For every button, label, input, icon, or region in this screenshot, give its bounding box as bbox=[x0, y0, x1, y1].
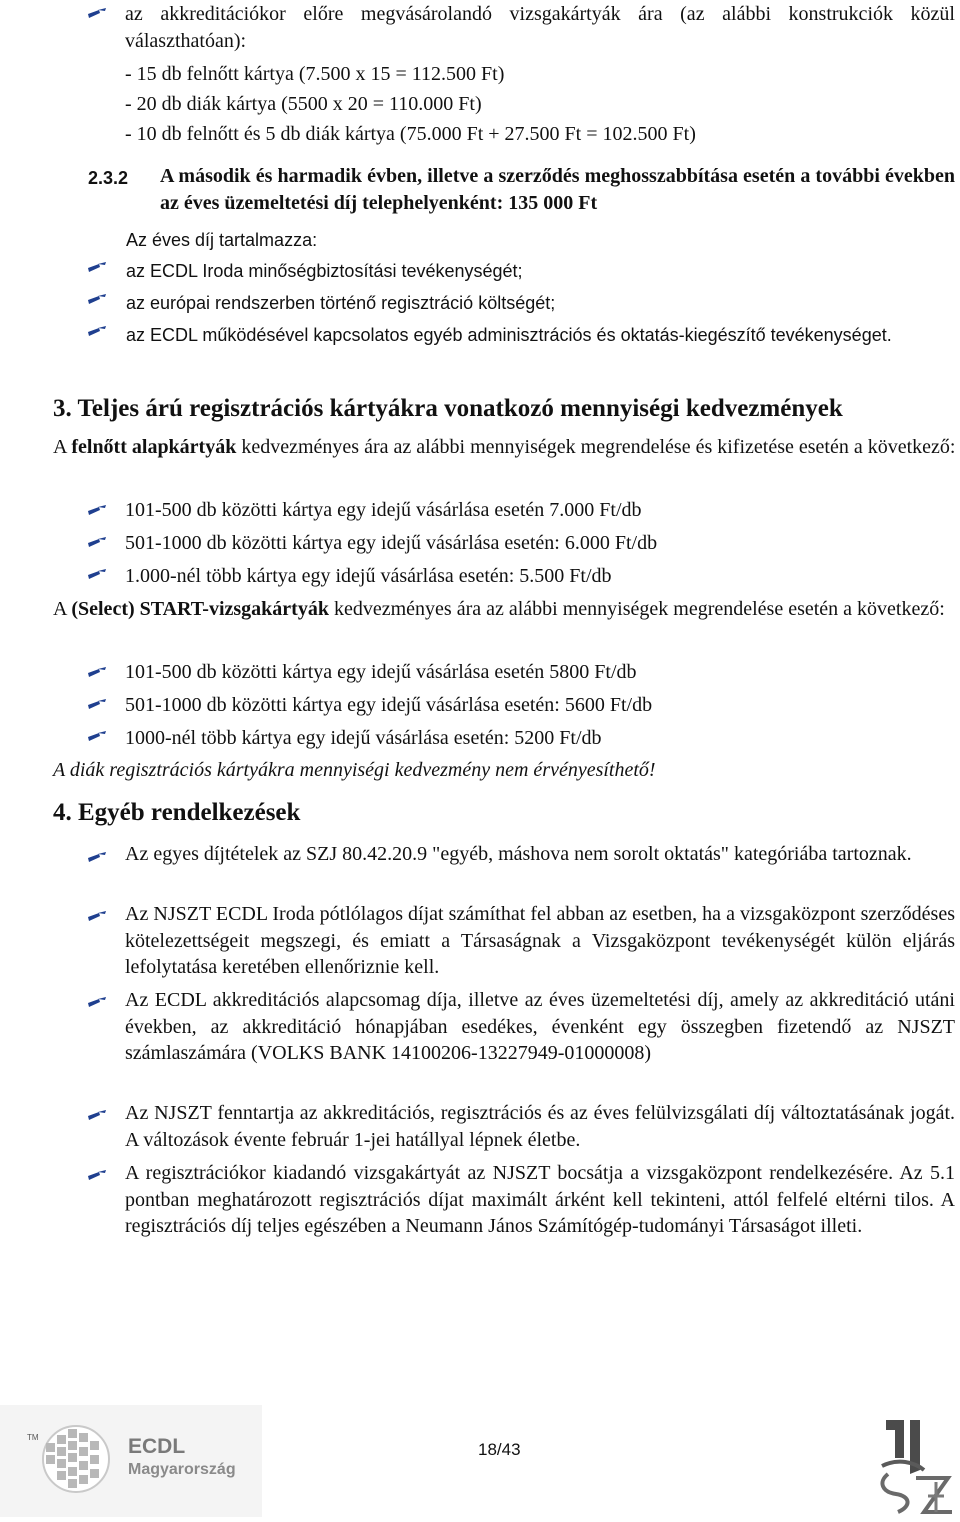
adult-price-tier-1: 101-500 db közötti kártya egy idejű vásárlása esetén 7.000 Ft/db bbox=[125, 499, 642, 521]
njszt-logo bbox=[858, 1412, 958, 1517]
arrow-bullet-icon bbox=[88, 569, 106, 581]
fee-item-1: az ECDL Iroda minőségbiztosítási tevékenységét; bbox=[126, 261, 523, 281]
start-card-text-a: A bbox=[53, 598, 72, 620]
fee-item-3: az ECDL működésével kapcsolatos egyéb adminisztrációs és oktatás-kiegészítő tevékenységet. bbox=[126, 325, 892, 345]
start-card-paragraph bbox=[53, 596, 956, 623]
arrow-bullet-icon bbox=[88, 537, 106, 549]
trademark-mark: TM bbox=[27, 1433, 39, 1442]
ecdl-logo-country: Magyarország bbox=[128, 1461, 236, 1478]
start-card-text-c: kedvezményes ára az alábbi mennyiségek megrendelése esetén a következő: bbox=[328, 598, 945, 620]
provision-5: A regisztrációkor kiadandó vizsgakártyát az NJSZT bocsátja a vizsgaközpont rendelkezésére. Az 5.1 pontban meghatározott regisztrációs díjat maximált árként kell tekinteni, attól felfelé eltérni tilos. A regisztrációs díj teljes egészében a Neumann János Számítógép-tudományi Társaságot illeti. bbox=[125, 1162, 955, 1238]
provision-1: Az egyes díjtételek az SZJ 80.42.20.9 "egyéb, máshova nem sorolt oktatás" kategóriába tartoznak. bbox=[125, 843, 912, 865]
section-number: 2.3.2 bbox=[88, 168, 129, 188]
start-price-tier-2: 501-1000 db közötti kártya egy idejű vásárlása esetén: 5600 Ft/db bbox=[125, 694, 653, 716]
ecdl-logo-title: ECDL bbox=[128, 1435, 186, 1458]
globe-icon bbox=[40, 1423, 112, 1495]
arrow-bullet-icon bbox=[88, 731, 106, 743]
page-number: 18/43 bbox=[478, 1440, 521, 1459]
arrow-bullet-icon bbox=[88, 911, 106, 923]
arrow-bullet-icon bbox=[88, 1110, 106, 1122]
adult-card-paragraph bbox=[53, 434, 956, 461]
section-intro: Az éves díj tartalmazza: bbox=[126, 230, 318, 250]
provision-4: Az NJSZT fenntartja az akkreditációs, regisztrációs és az éves felülvizsgálati díj változtatásának jogát. A változások évente február 1-jei hatállyal lépnek életbe. bbox=[125, 1102, 955, 1151]
adult-card-text-c: kedvezményes ára az alábbi mennyiségek megrendelése és kifizetése esetén a következő: bbox=[236, 436, 956, 458]
student-card-note: A diák regisztrációs kártyákra mennyiségi kedvezmény nem érvényesíthető! bbox=[53, 759, 656, 781]
provision-3: Az ECDL akkreditációs alapcsomag díja, illetve az éves üzemeltetési díj, amely az akkreditáció utáni években, az akkreditáció hónapjában esedékes, évenként egy összegben fizetendő az NJSZT számlaszámára (VOLKS BANK 14100206-13227949-01000008) bbox=[125, 989, 955, 1065]
start-price-tier-3: 1000-nél több kártya egy idejű vásárlása esetén: 5200 Ft/db bbox=[125, 727, 602, 749]
start-price-tier-1: 101-500 db közötti kártya egy idejű vásárlása esetén 5800 Ft/db bbox=[125, 661, 637, 683]
option-line-1: - 15 db felnőtt kártya (7.500 x 15 = 112.500 Ft) bbox=[125, 63, 505, 85]
adult-price-tier-2: 501-1000 db közötti kártya egy idejű vásárlása esetén: 6.000 Ft/db bbox=[125, 532, 658, 554]
provision-2: Az NJSZT ECDL Iroda pótlólagos díjat számíthat fel abban az esetben, ha a vizsgaközpont szerződéses kötelezettségeit megszegi, és emiatt a Társaságnak a Vizsgaközpont tevékenységét külön eljárás lefolytatása keretében ellenőriznie kell. bbox=[125, 903, 955, 979]
section-3-heading: 3. Teljes árú regisztrációs kártyákra vonatkozó mennyiségi kedvezmények bbox=[53, 395, 843, 422]
akkreditacio-paragraph: az akkreditációkor előre megvásárolandó vizsgakártyák ára (az alábbi konstrukciók közül választhatóan): bbox=[125, 3, 955, 52]
section-4-heading: 4. Egyéb rendelkezések bbox=[53, 799, 301, 826]
arrow-bullet-icon bbox=[88, 1170, 106, 1182]
fee-item-2: az európai rendszerben történő regisztráció költségét; bbox=[126, 293, 556, 313]
arrow-bullet-icon bbox=[88, 667, 106, 679]
arrow-bullet-icon bbox=[88, 505, 106, 517]
option-line-2: - 20 db diák kártya (5500 x 20 = 110.000 Ft) bbox=[125, 93, 482, 115]
arrow-bullet-icon bbox=[88, 699, 106, 711]
njszt-logo-icon bbox=[858, 1412, 958, 1517]
option-line-3: - 10 db felnőtt és 5 db diák kártya (75.000 Ft + 27.500 Ft = 102.500 Ft) bbox=[125, 123, 696, 145]
section-title: A második és harmadik évben, illetve a szerződés meghosszabbítása esetén a további években az éves üzemeltetési díj telephelyenként: 135 000 Ft bbox=[160, 165, 955, 214]
adult-price-tier-3: 1.000-nél több kártya egy idejű vásárlása esetén: 5.500 Ft/db bbox=[125, 565, 612, 587]
arrow-bullet-icon bbox=[88, 326, 106, 338]
arrow-bullet-icon bbox=[88, 8, 106, 20]
adult-card-text-a: A bbox=[53, 436, 72, 458]
arrow-bullet-icon bbox=[88, 294, 106, 306]
start-card-term: (Select) START-vizsgakártyák bbox=[71, 598, 329, 620]
arrow-bullet-icon bbox=[88, 852, 106, 864]
ecdl-logo bbox=[0, 1405, 262, 1517]
arrow-bullet-icon bbox=[88, 262, 106, 274]
adult-card-term: felnőtt alapkártyák bbox=[71, 436, 237, 458]
arrow-bullet-icon bbox=[88, 997, 106, 1009]
